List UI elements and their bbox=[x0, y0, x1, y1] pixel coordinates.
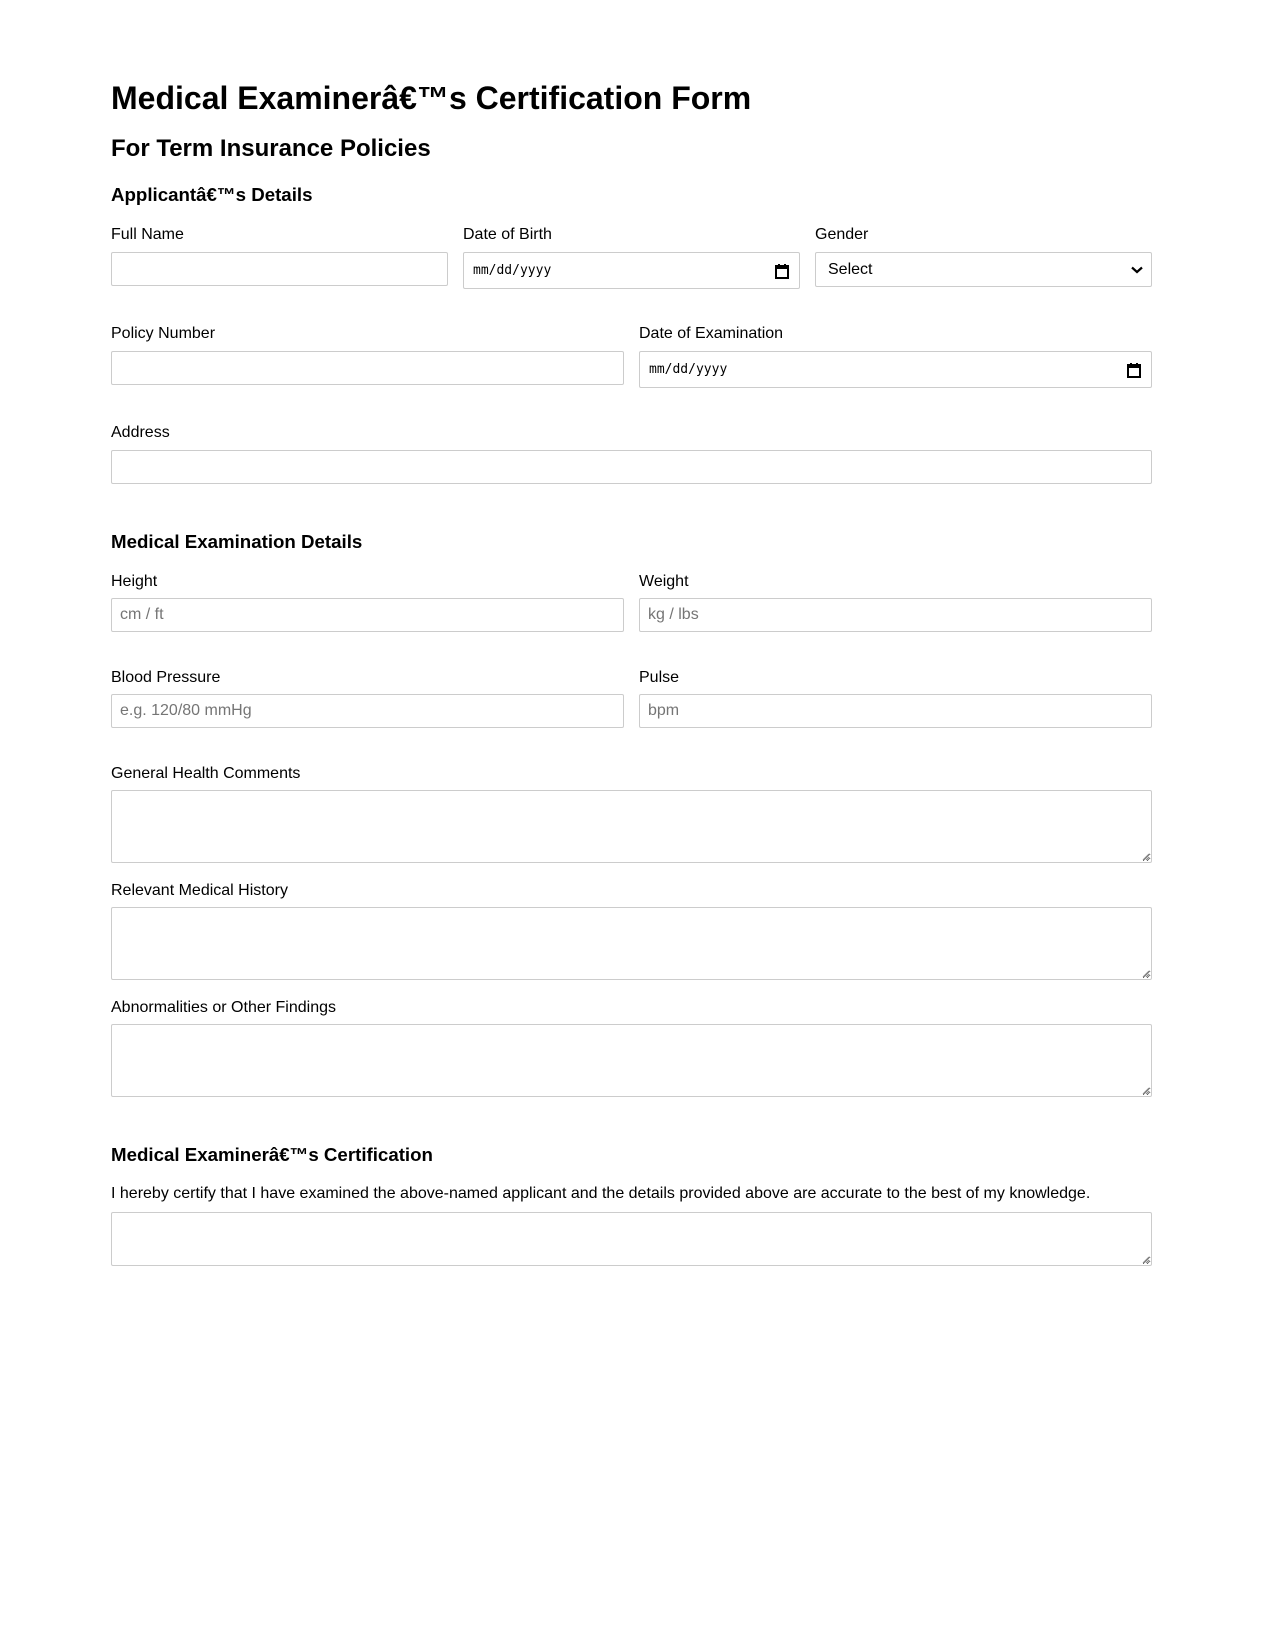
resize-grip-icon[interactable] bbox=[1142, 1087, 1150, 1095]
height-label: Height bbox=[111, 573, 158, 590]
calendar-icon[interactable] bbox=[775, 263, 789, 279]
general-health-comments-label: General Health Comments bbox=[111, 765, 301, 782]
page-subtitle: For Term Insurance Policies bbox=[111, 135, 431, 162]
relevant-medical-history-wrapper bbox=[111, 907, 1152, 980]
date-of-examination-value: mm/dd/yyyy bbox=[649, 362, 728, 377]
resize-grip-icon[interactable] bbox=[1142, 853, 1150, 861]
certification-section-heading: Medical Examinerâ€™s Certification bbox=[111, 1144, 433, 1165]
date-of-birth-label: Date of Birth bbox=[463, 226, 552, 243]
pulse-label: Pulse bbox=[639, 669, 680, 686]
date-of-examination-input[interactable] bbox=[639, 351, 1152, 388]
pulse-input[interactable] bbox=[639, 694, 1152, 728]
relevant-medical-history-textarea[interactable] bbox=[111, 907, 1152, 980]
certification-signature-wrapper bbox=[111, 1212, 1152, 1266]
blood-pressure-input[interactable] bbox=[111, 694, 624, 728]
full-name-label: Full Name bbox=[111, 226, 184, 243]
abnormalities-label: Abnormalities or Other Findings bbox=[111, 999, 336, 1016]
abnormalities-textarea[interactable] bbox=[111, 1024, 1152, 1097]
medical-section-heading: Medical Examination Details bbox=[111, 531, 363, 552]
resize-grip-icon[interactable] bbox=[1142, 970, 1150, 978]
address-input[interactable] bbox=[111, 450, 1152, 484]
full-name-input[interactable] bbox=[111, 252, 448, 286]
policy-number-label: Policy Number bbox=[111, 325, 216, 342]
applicant-section-heading: Applicantâ€™s Details bbox=[111, 184, 313, 205]
address-label: Address bbox=[111, 424, 170, 441]
height-input[interactable] bbox=[111, 598, 624, 632]
gender-select[interactable] bbox=[815, 252, 1152, 287]
relevant-medical-history-label: Relevant Medical History bbox=[111, 882, 288, 899]
general-health-comments-wrapper bbox=[111, 790, 1152, 863]
abnormalities-wrapper bbox=[111, 1024, 1152, 1097]
resize-grip-icon[interactable] bbox=[1142, 1256, 1150, 1264]
certification-statement: I hereby certify that I have examined the above-named applicant and the details provided above are accurate to the best of my knowledge. bbox=[111, 1185, 1091, 1202]
date-of-birth-value: mm/dd/yyyy bbox=[473, 263, 552, 278]
date-of-birth-input[interactable] bbox=[463, 252, 800, 289]
gender-selected-value: Select bbox=[828, 260, 873, 278]
blood-pressure-label: Blood Pressure bbox=[111, 669, 221, 686]
gender-label: Gender bbox=[815, 226, 869, 243]
certification-signature-textarea[interactable] bbox=[111, 1212, 1152, 1266]
weight-label: Weight bbox=[639, 573, 689, 590]
policy-number-input[interactable] bbox=[111, 351, 624, 385]
weight-input[interactable] bbox=[639, 598, 1152, 632]
date-of-examination-label: Date of Examination bbox=[639, 325, 784, 342]
general-health-comments-textarea[interactable] bbox=[111, 790, 1152, 863]
chevron-down-icon bbox=[1131, 266, 1143, 274]
page-title: Medical Examinerâ€™s Certification Form bbox=[111, 80, 752, 116]
calendar-icon[interactable] bbox=[1127, 362, 1141, 378]
